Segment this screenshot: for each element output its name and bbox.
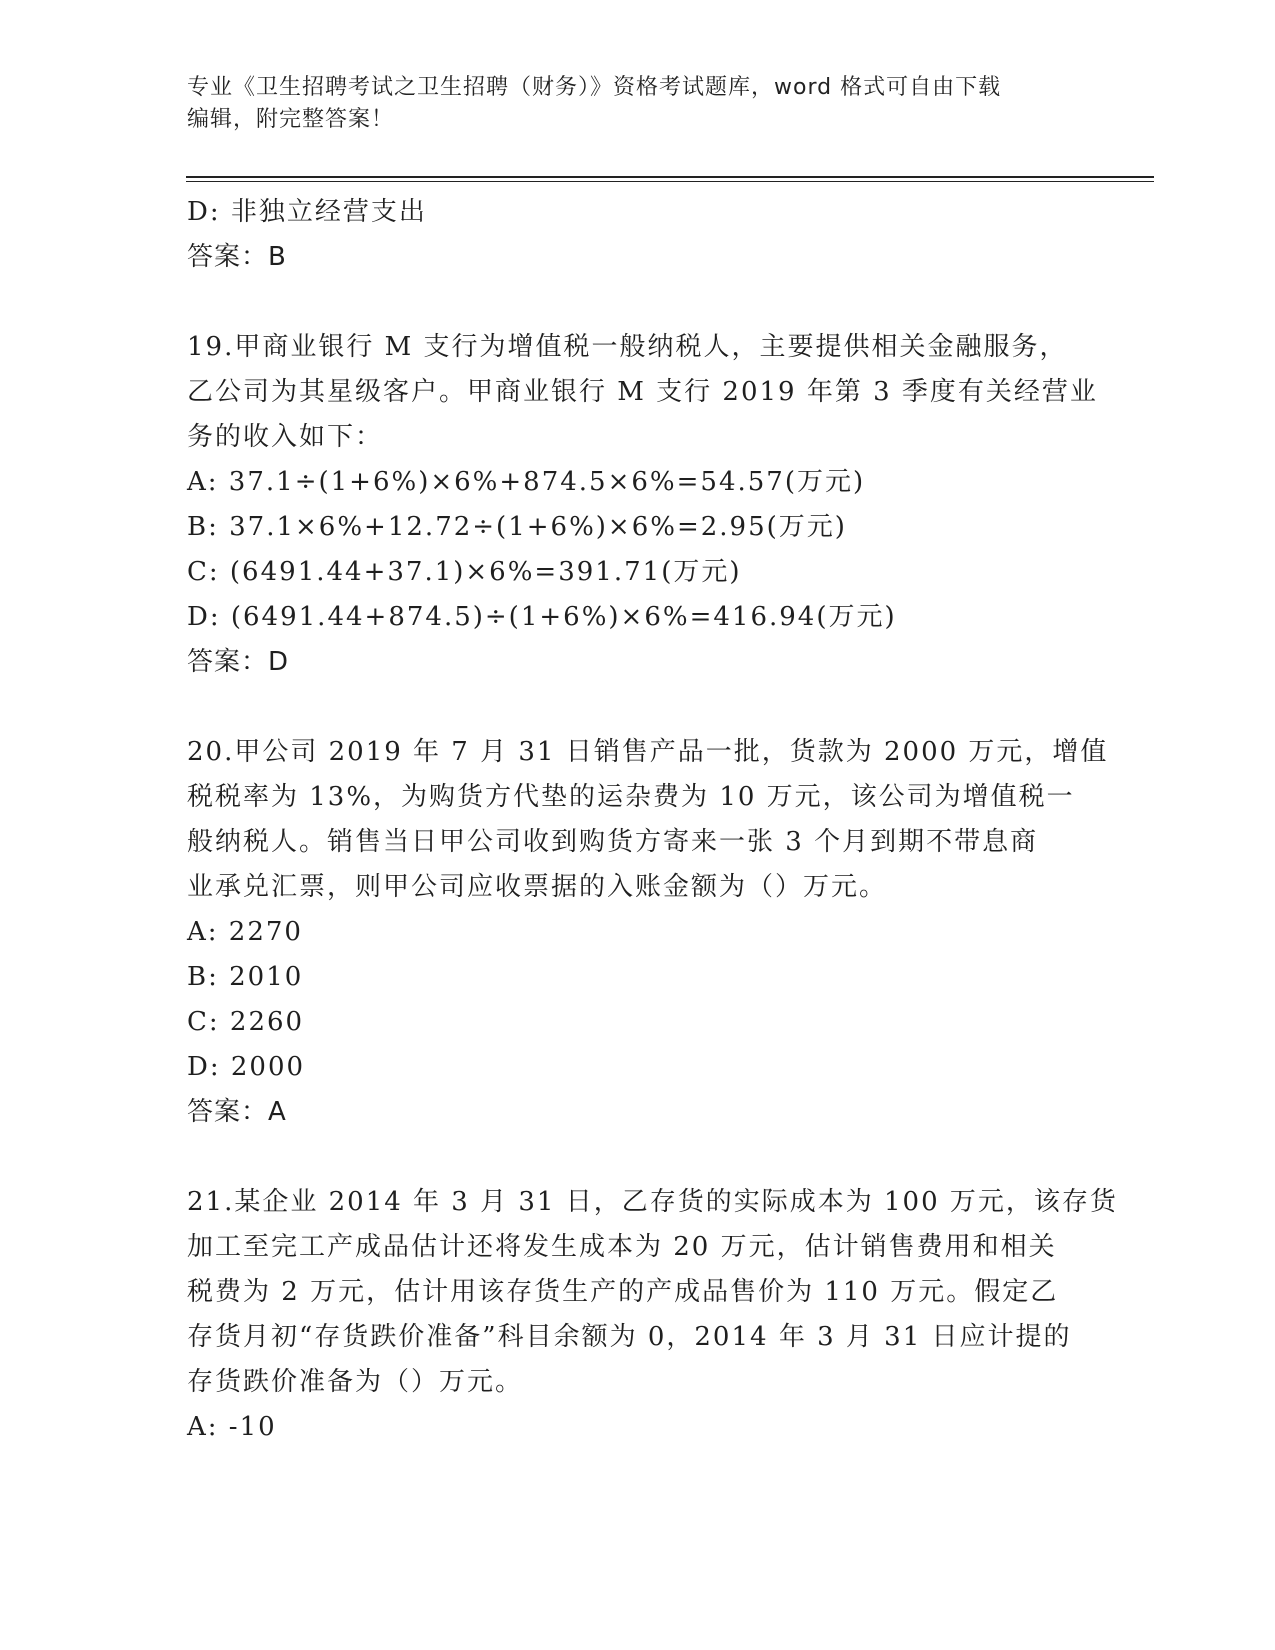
question-stem-line: 加工至完工产成品估计还将发生成本为 20 万元，估计销售费用和相关: [187, 1232, 1057, 1262]
option-d: D: 非独立经营支出: [187, 197, 427, 227]
question-stem-line: 19.甲商业银行 M 支行为增值税一般纳税人，主要提供相关金融服务，: [187, 332, 1068, 362]
question-stem-line: 21.某企业 2014 年 3 月 31 日，乙存货的实际成本为 100 万元，该存货: [187, 1187, 1118, 1217]
question-20: [187, 730, 1109, 1135]
header-line-2: 编辑，附完整答案！: [187, 107, 395, 132]
answer-line: 答案：B: [187, 242, 287, 272]
option-c: C: (6491.44+37.1)×6%=391.71(万元): [187, 557, 742, 587]
question-stem-line: 般纳税人。销售当日甲公司收到购货方寄来一张 3 个月到期不带息商: [187, 827, 1039, 857]
question-stem-line: 乙公司为其星级客户。甲商业银行 M 支行 2019 年第 3 季度有关经营业: [187, 377, 1098, 407]
spacer: [187, 685, 1067, 730]
question-stem-line: 务的收入如下：: [187, 422, 384, 452]
option-a: A: 2270: [187, 917, 303, 947]
header-rule: [186, 176, 1154, 178]
header-line-1: 专业《卫生招聘考试之卫生招聘（财务）》资格考试题库，word 格式可自由下载: [187, 75, 1002, 100]
spacer: [187, 1135, 1067, 1180]
question-stem-line: 存货跌价准备为（）万元。: [187, 1367, 524, 1397]
option-c: C: 2260: [187, 1007, 305, 1037]
spacer: [187, 280, 1067, 325]
question-stem-line: 税费为 2 万元，估计用该存货生产的产成品售价为 110 万元。假定乙: [187, 1277, 1059, 1307]
answer-line: 答案：A: [187, 1097, 287, 1127]
question-stem-line: 存货月初“存货跌价准备”科目余额为 0，2014 年 3 月 31 日应计提的: [187, 1322, 1072, 1352]
question-stem-line: 业承兑汇票，则甲公司应收票据的入账金额为（）万元。: [187, 872, 888, 902]
question-stem-line: 20.甲公司 2019 年 7 月 31 日销售产品一批，货款为 2000 万元，增值: [187, 737, 1109, 767]
option-b: B: 37.1×6%+12.72÷(1+6%)×6%=2.95(万元): [187, 512, 847, 542]
question-18: [187, 190, 1067, 280]
option-b: B: 2010: [187, 962, 304, 992]
page-header: [187, 72, 1067, 136]
question-content: [187, 190, 1118, 1450]
question-19: [187, 325, 1098, 685]
question-21: [187, 1180, 1118, 1450]
option-d: D: (6491.44+874.5)÷(1+6%)×6%=416.94(万元): [187, 602, 897, 632]
option-a: A: -10: [187, 1412, 277, 1442]
header-rule-secondary: [186, 181, 1154, 182]
answer-line: 答案：D: [187, 647, 290, 677]
option-d: D: 2000: [187, 1052, 306, 1082]
option-a: A: 37.1÷(1+6%)×6%+874.5×6%=54.57(万元): [187, 467, 866, 497]
question-stem-line: 税税率为 13%，为购货方代垫的运杂费为 10 万元，该公司为增值税一: [187, 782, 1075, 812]
